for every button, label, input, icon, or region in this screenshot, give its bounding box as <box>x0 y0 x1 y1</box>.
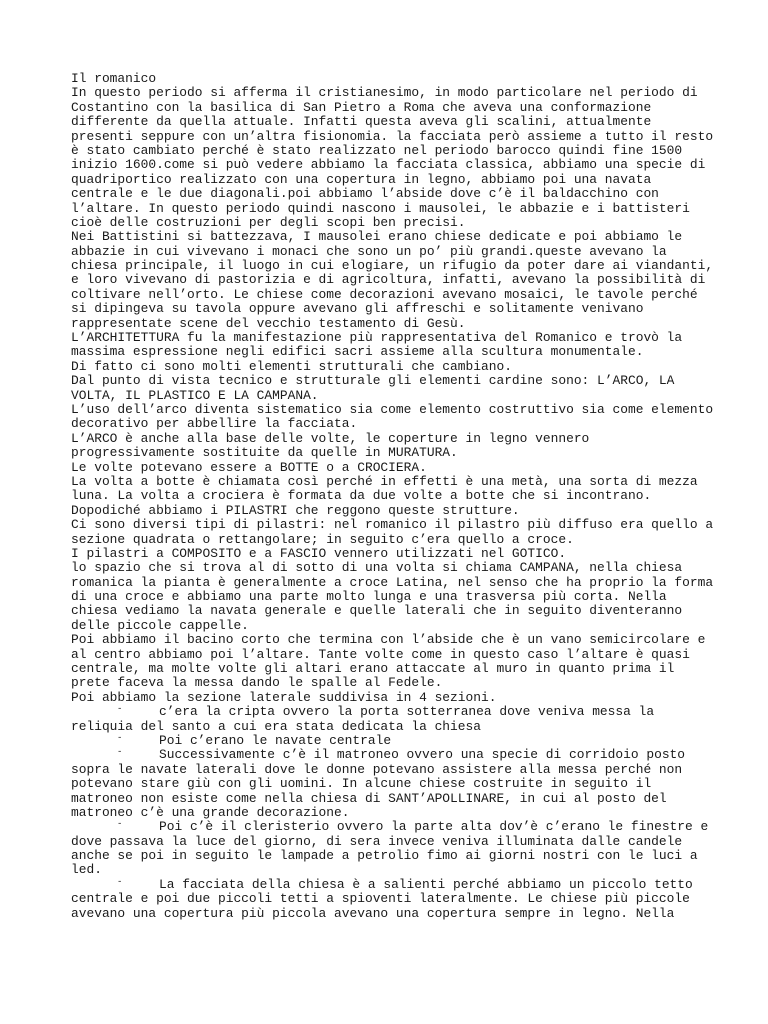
bullet-marker: - <box>117 732 123 743</box>
text-line: romanica la pianta è generalmente a croce Latina, nel senso che ha proprio la forma <box>71 574 714 590</box>
list-item-first-line <box>71 820 711 834</box>
text-line: luna. La volta a crociera è formata da due volte a botte che si incontrano. <box>71 488 652 504</box>
text-line: Poi abbiamo la sezione laterale suddivisa in 4 sezioni. <box>71 689 497 705</box>
text-line: delle piccole cappelle. <box>71 617 249 633</box>
text-line: è stato cambiato perché è stato realizzato nel periodo barocco quindi fine 1500 <box>71 142 683 158</box>
text-line: cioè delle costruzioni per degli scopi ben precisi. <box>71 214 466 230</box>
text-line: Di fatto ci sono molti elementi strutturali che cambiano. <box>71 358 512 374</box>
text-line: differente da quella attuale. Infatti questa aveva gli scalini, attualmente <box>71 114 652 130</box>
text-line: chiesa vediamo la navata generale e quelle laterali che in seguito diventeranno <box>71 603 683 619</box>
list-item <box>71 878 711 921</box>
list-item-continuation: matroneo c’è una grande decorazione. <box>71 804 350 820</box>
text-line: quadriportico realizzato con una copertura in legno, abbiamo poi una navata <box>71 171 652 187</box>
text-line: massima espressione negli edifici sacri assieme alla scultura monumentale. <box>71 344 644 360</box>
list-item-continuation: potevano stare giù con gli uomini. In alcune chiese costruite in seguito il <box>71 776 652 792</box>
text-line: inizio 1600.come si può vedere abbiamo la facciata classica, abbiamo una specie di <box>71 157 706 173</box>
text-line: l’altare. In questo periodo quindi nascono i mausolei, le abbazie e i battisteri <box>71 200 690 216</box>
text-line: presenti seppure con un’altra fisionomia. la facciata però assieme a tutto il resto <box>71 128 714 144</box>
list-item-text: c’era la cripta ovvero la porta sotterranea dove veniva messa la <box>159 704 655 720</box>
text-line: centrale, ma molte volte gli altari erano attaccate al muro in quanto prima il <box>71 661 675 677</box>
text-line: coltivare nell’orto. Le chiese come decorazioni avevano mosaici, le tavole perché <box>71 286 698 302</box>
section-list <box>71 705 711 921</box>
list-item-continuation: avevano una copertura più piccola avevano una copertura sempre in legno. Nella <box>71 905 675 921</box>
text-line: L’ARCO è anche alla base delle volte, le coperture in legno vennero <box>71 430 590 446</box>
list-item-text: Successivamente c’è il matroneo ovvero una specie di corridoio posto <box>159 747 686 763</box>
list-item <box>71 705 711 734</box>
bullet-marker: - <box>117 876 123 887</box>
text-line: Poi abbiamo il bacino corto che termina con l’abside che è un vano semicircolare e <box>71 632 706 648</box>
text-line: I pilastri a COMPOSITO e a FASCIO vennero utilizzati nel GOTICO. <box>71 545 567 561</box>
bullet-marker: - <box>117 819 123 830</box>
list-item <box>71 734 711 748</box>
list-item-first-line <box>71 748 711 762</box>
text-line: Ci sono diversi tipi di pilastri: nel romanico il pilastro più diffuso era quello a <box>71 517 714 533</box>
text-line: prete faceva la messa dando le spalle al Fedele. <box>71 675 443 691</box>
list-item-continuation: centrale e poi due piccoli tetti a spioventi lateralmente. Le chiese più piccole <box>71 891 690 907</box>
list-item-continuation: anche se poi in seguito le lampade a petrolio fimo ai giorni nostri con le luci a <box>71 848 698 864</box>
list-item <box>71 748 711 820</box>
list-item-continuation: sopra le navate laterali dove le donne potevano assistere alla messa perché non <box>71 761 683 777</box>
text-line: In questo periodo si afferma il cristianesimo, in modo particolare nel periodo di <box>71 85 698 101</box>
list-item-text: La facciata della chiesa è a salienti perché abbiamo un piccolo tetto <box>159 876 693 892</box>
text-line: rappresentate scene del vecchio testamento di Gesù. <box>71 315 466 331</box>
text-line: decorativo per abbellire la facciata. <box>71 416 358 432</box>
document-page <box>71 71 714 921</box>
list-item-continuation: led. <box>71 862 102 878</box>
list-item-first-line <box>71 705 711 719</box>
document-body <box>71 71 714 705</box>
list-item-text: Poi c’è il cleristerio ovvero la parte alta dov’è c’erano le finestre e <box>159 819 709 835</box>
text-line: progressivamente sostituite da quelle in MURATURA. <box>71 445 458 461</box>
text-line: Nei Battistini si battezzava, I mausolei erano chiese dedicate e poi abbiamo le <box>71 229 683 245</box>
text-line: si dipingeva su tavola oppure avevano gli affreschi e solitamente venivano <box>71 301 644 317</box>
text-line: Le volte potevano essere a BOTTE o a CROCIERA. <box>71 459 427 475</box>
text-line: Dal punto di vista tecnico e strutturale gli elementi cardine sono: L’ARCO, LA <box>71 373 675 389</box>
text-line: Dopodiché abbiamo i PILASTRI che reggono queste strutture. <box>71 502 520 518</box>
text-line: VOLTA, IL PLASTICO E LA CAMPANA. <box>71 387 319 403</box>
text-line: al centro abbiamo poi l’altare. Tante volte come in questo caso l’altare è quasi <box>71 646 690 662</box>
text-line: di una croce e abbiamo una parte molto lunga e una trasversa più corta. Nella <box>71 589 667 605</box>
list-item-first-line <box>71 878 711 892</box>
text-line: Costantino con la basilica di San Pietro a Roma che aveva una conformazione <box>71 99 652 115</box>
text-line: sezione quadrata o rettangolare; in seguito c’era quello a croce. <box>71 531 574 547</box>
document-title: Il romanico <box>71 71 157 86</box>
list-item-text: Poi c’erano le navate centrale <box>159 732 392 748</box>
text-line: centrale e le due diagonali.poi abbiamo l’abside dove c’è il baldacchino con <box>71 186 659 202</box>
text-line: abbazie in cui vivevano i monaci che sono un po’ più grandi.queste avevano la <box>71 243 667 259</box>
text-line: e loro vivevano di pastorizia e di agricoltura, infatti, avevano la possibilità di <box>71 272 706 288</box>
text-line: lo spazio che si trova al di sotto di una volta si chiama CAMPANA, nella chiesa <box>71 560 683 576</box>
list-item-first-line <box>71 734 711 748</box>
list-item-continuation: reliquia del santo a cui era stata dedicata la chiesa <box>71 718 481 734</box>
text-line: chiesa principale, il luogo in cui elogiare, un rifugio da poter dare ai viandanti, <box>71 258 714 274</box>
bullet-marker: - <box>117 747 123 758</box>
bullet-marker: - <box>117 704 123 715</box>
text-line: La volta a botte è chiamata così perché in effetti è una metà, una sorta di mezza <box>71 473 698 489</box>
list-item-continuation: dove passava la luce del giorno, di sera invece veniva illuminata dalle candele <box>71 833 683 849</box>
text-line: L’uso dell’arco diventa sistematico sia come elemento costruttivo sia come elemento <box>71 401 714 417</box>
text-line: L’ARCHITETTURA fu la manifestazione più rappresentativa del Romanico e trovò la <box>71 330 683 346</box>
list-item <box>71 820 711 878</box>
list-item-continuation: matroneo non esiste come nella chiesa di SANT’APOLLINARE, in cui al posto del <box>71 790 667 806</box>
